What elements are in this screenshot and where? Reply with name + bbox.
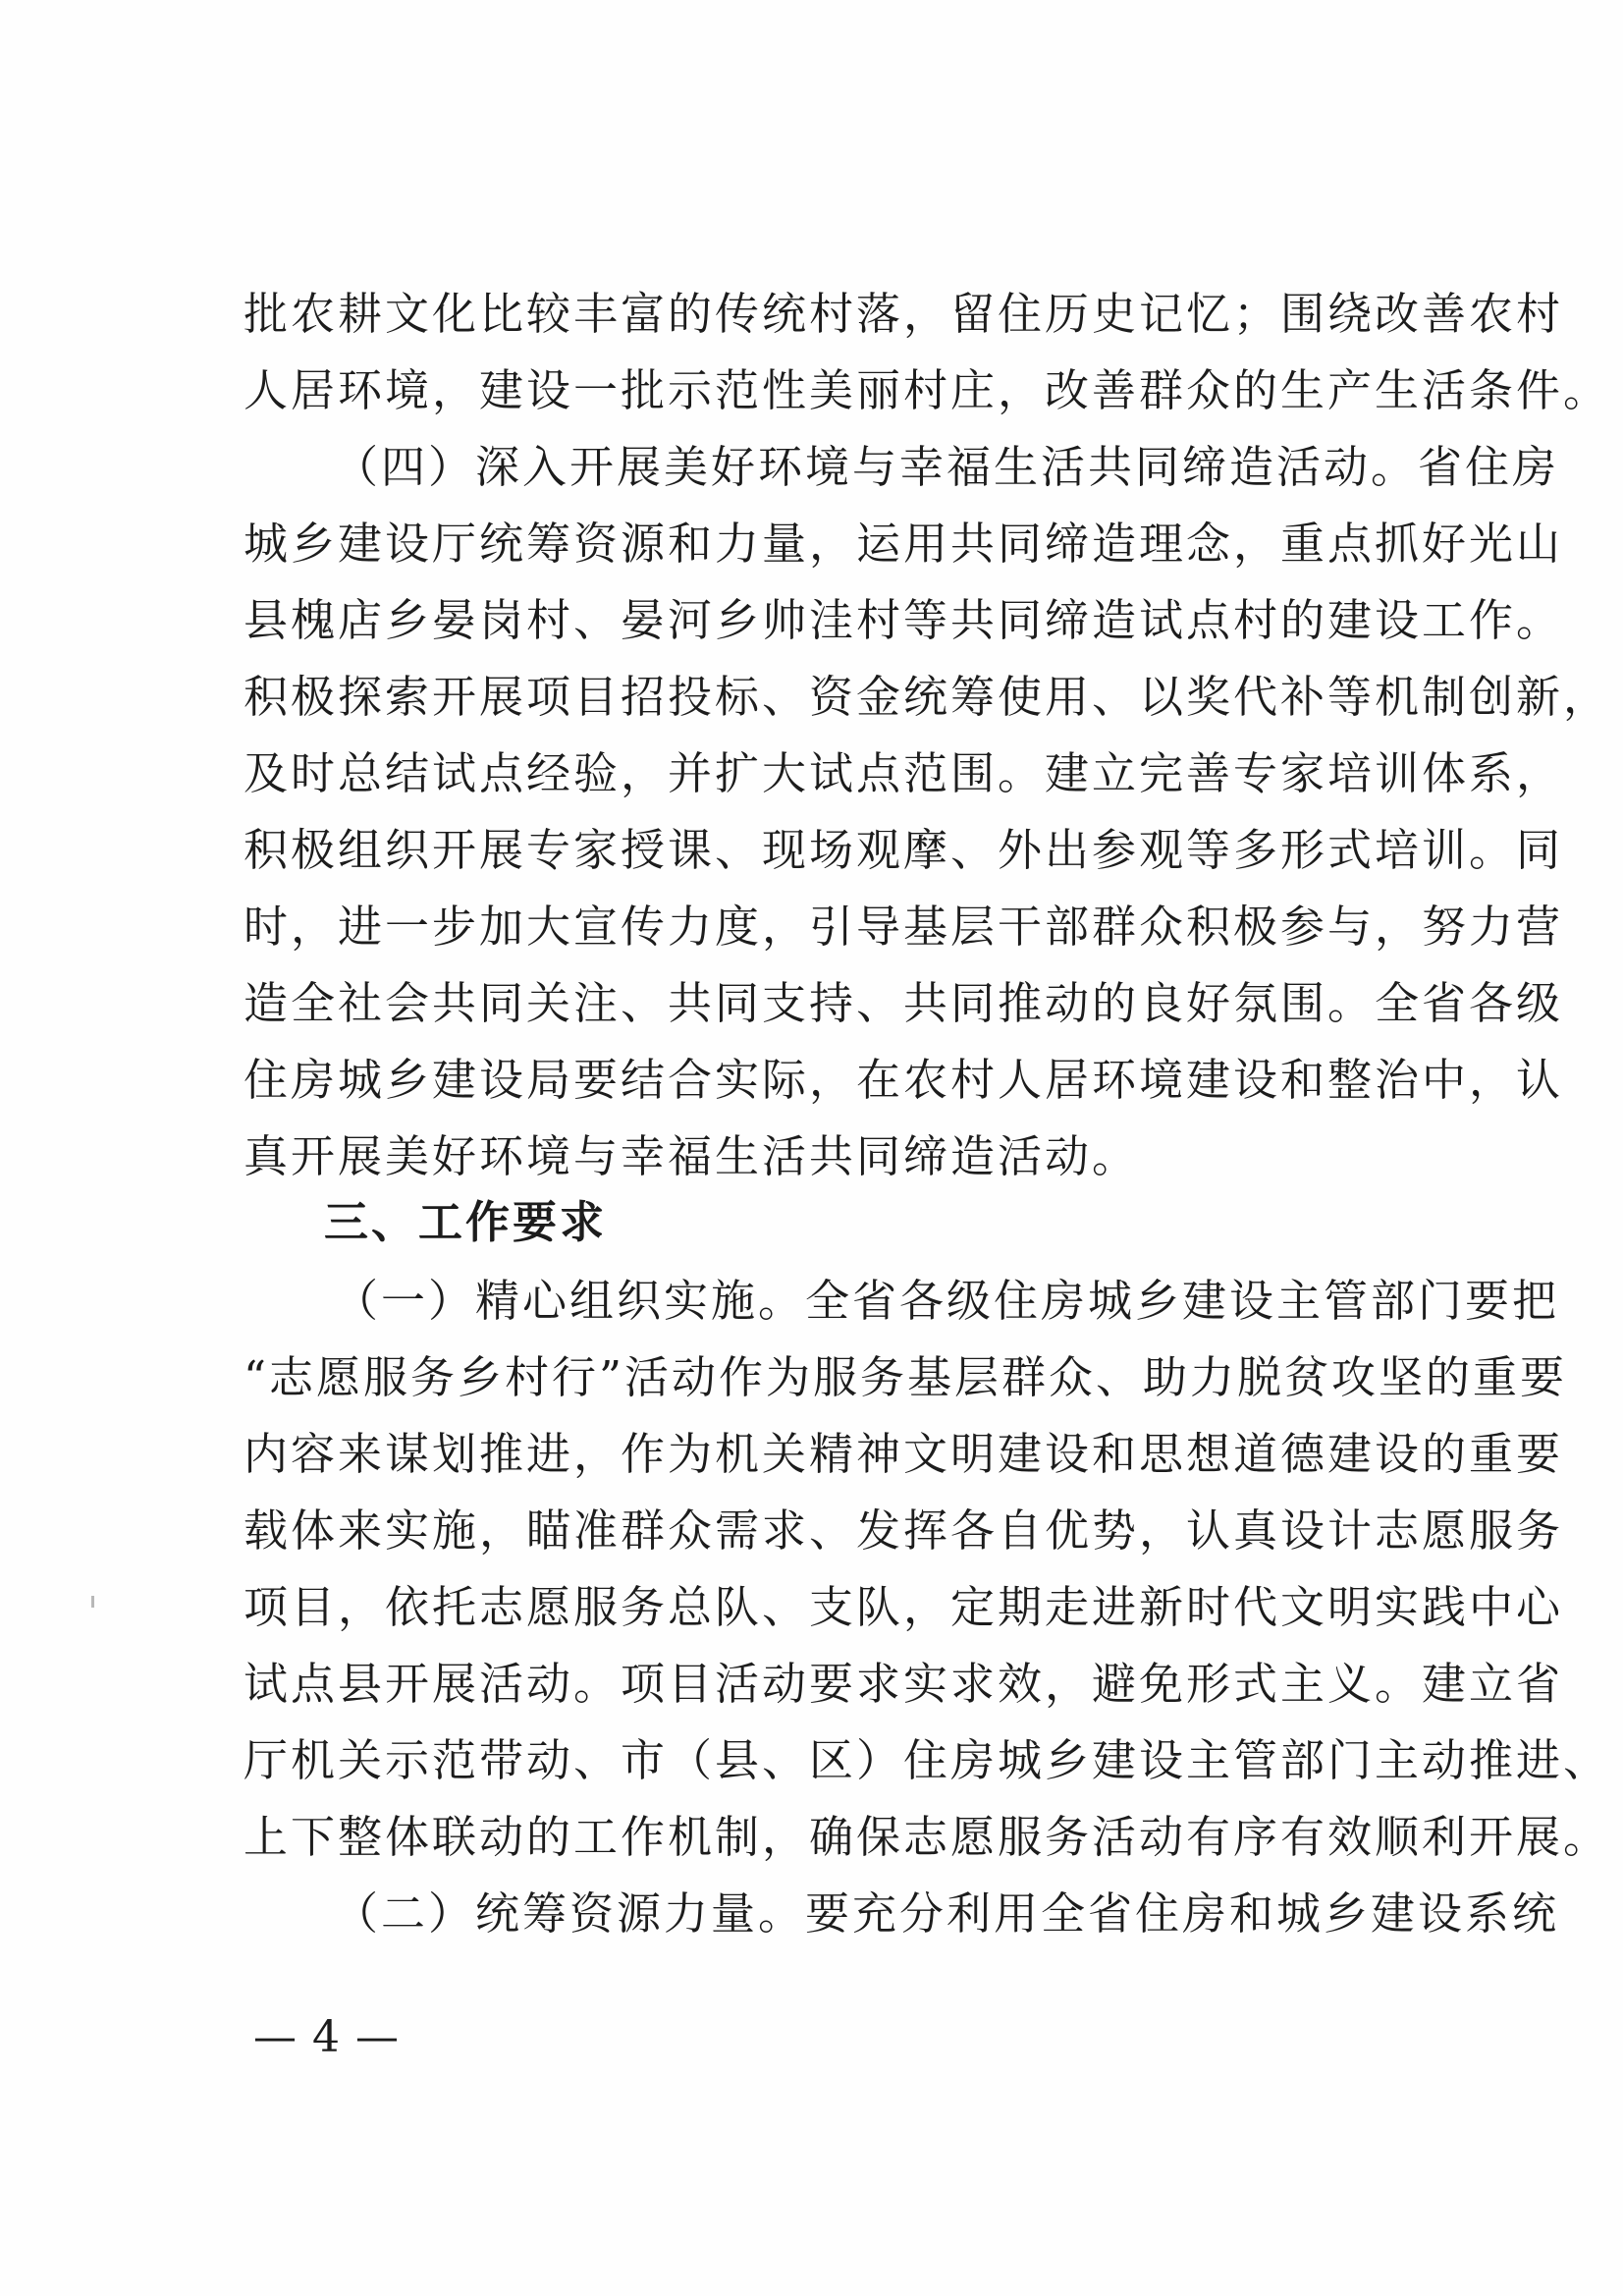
- text-line: 时，进一步加大宣传力度，引导基层干部群众积极参与，努力营: [243, 901, 1564, 953]
- section-heading: 三、工作要求: [324, 1196, 608, 1248]
- text-line: （二）统筹资源力量。要充分利用全省住房和城乡建设系统: [334, 1887, 1560, 1940]
- text-line: 项目，依托志愿服务总队、支队，定期走进新时代文明实践中心: [243, 1581, 1564, 1633]
- scan-artifact: [91, 1596, 94, 1608]
- page-number: — 4 —: [253, 2012, 400, 2062]
- text-line: “志愿服务乡村行”活动作为服务基层群众、助力脱贫攻坚的重要: [243, 1351, 1568, 1403]
- text-line: 积极探索开展项目招投标、资金统筹使用、以奖代补等机制创新，: [243, 671, 1611, 723]
- text-line: （一）精心组织实施。全省各级住房城乡建设主管部门要把: [334, 1275, 1560, 1327]
- text-line: 住房城乡建设局要结合实际，在农村人居环境建设和整治中，认: [243, 1054, 1564, 1106]
- text-line: 及时总结试点经验，并扩大试点范围。建立完善专家培训体系，: [243, 747, 1564, 799]
- text-line: 真开展美好环境与幸福生活共同缔造活动。: [243, 1130, 1140, 1182]
- text-line: 造全社会共同关注、共同支持、共同推动的良好氛围。全省各级: [243, 977, 1564, 1029]
- text-line: 载体来实施，瞄准群众需求、发挥各自优势，认真设计志愿服务: [243, 1504, 1564, 1557]
- text-line: 城乡建设厅统筹资源和力量，运用共同缔造理念，重点抓好光山: [243, 518, 1564, 570]
- text-line: 县槐店乡晏岗村、晏河乡帅洼村等共同缔造试点村的建设工作。: [243, 594, 1564, 646]
- text-line: 人居环境，建设一批示范性美丽村庄，改善群众的生产生活条件。: [243, 364, 1611, 416]
- text-line: 批农耕文化比较丰富的传统村落，留住历史记忆；围绕改善农村: [243, 288, 1564, 340]
- text-line: 试点县开展活动。项目活动要求实求效，避免形式主义。建立省: [243, 1658, 1564, 1710]
- text-line: 厅机关示范带动、市（县、区）住房城乡建设主管部门主动推进、: [243, 1734, 1611, 1786]
- text-line: （四）深入开展美好环境与幸福生活共同缔造活动。省住房: [334, 441, 1560, 493]
- text-line: 上下整体联动的工作机制，确保志愿服务活动有序有效顺利开展。: [243, 1811, 1611, 1863]
- text-line: 积极组织开展专家授课、现场观摩、外出参观等多形式培训。同: [243, 824, 1564, 876]
- text-line: 内容来谋划推进，作为机关精神文明建设和思想道德建设的重要: [243, 1428, 1564, 1480]
